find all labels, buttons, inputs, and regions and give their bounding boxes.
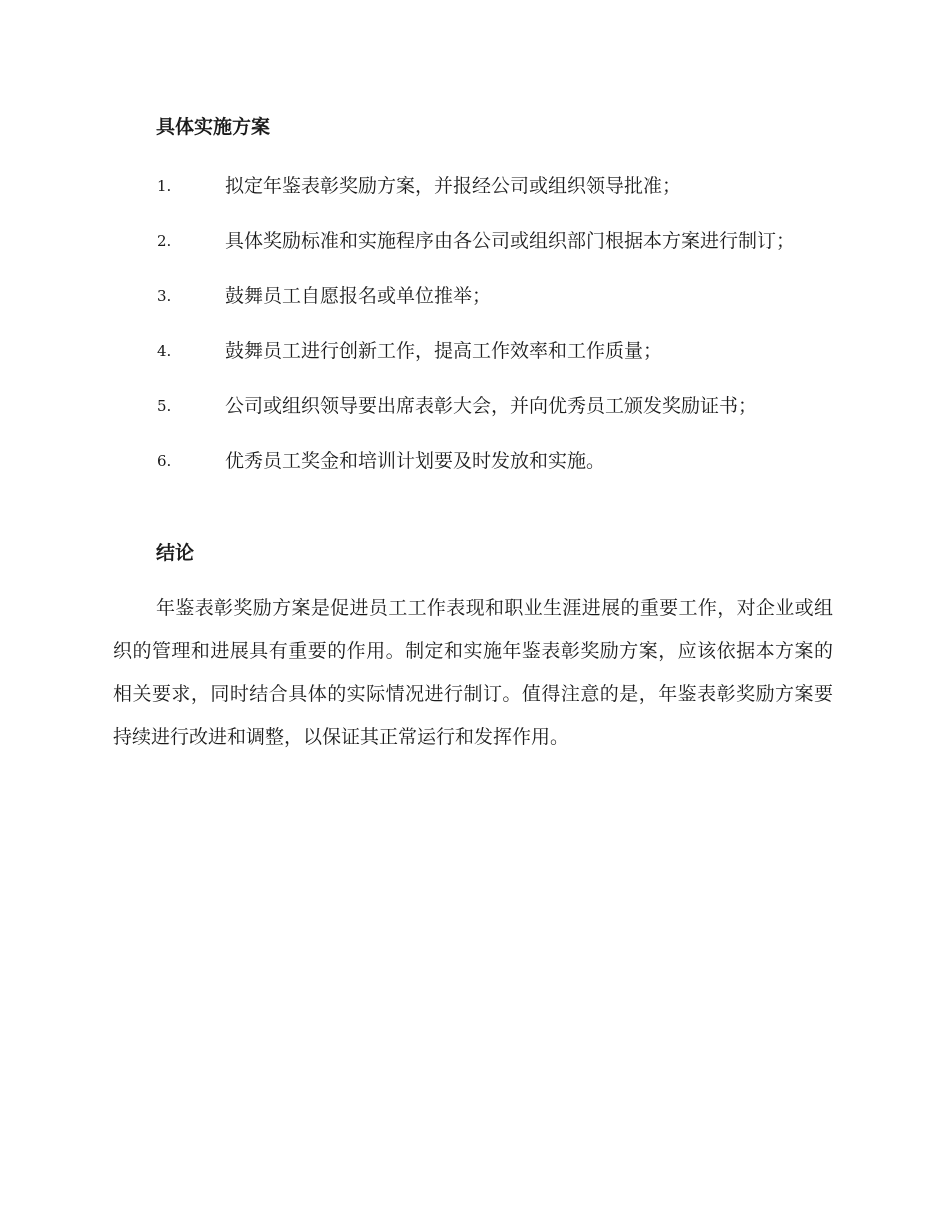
list-item xyxy=(113,220,833,262)
list-item-text: 鼓舞员工进行创新工作，提高工作效率和工作质量； xyxy=(225,340,663,362)
list-item-number: 1. xyxy=(157,177,172,195)
list-item xyxy=(113,440,833,482)
conclusion-paragraph: 年鉴表彰奖励方案是促进员工工作表现和职业生涯进展的重要工作，对企业或组织的管理和进展具有重要的作用。制定和实施年鉴表彰奖励方案，应该依据本方案的相关要求，同时结合具体的实际情况进行制订。值得注意的是，年鉴表彰奖励方案要持续进行改进和调整，以保证其正常运行和发挥作用。 xyxy=(113,597,833,748)
list-item-number: 2. xyxy=(157,232,172,250)
list-item xyxy=(113,165,833,207)
list-item-text: 公司或组织领导要出席表彰大会，并向优秀员工颁发奖励证书； xyxy=(225,395,758,417)
list-item xyxy=(113,330,833,372)
list-item-text: 鼓舞员工自愿报名或单位推举； xyxy=(225,285,492,307)
section-heading-conclusion: 结论 xyxy=(156,542,195,564)
list-item-text: 拟定年鉴表彰奖励方案，并报经公司或组织领导批准； xyxy=(225,175,682,197)
list-item-number: 4. xyxy=(157,342,172,360)
implementation-list xyxy=(113,165,833,495)
list-item-number: 5. xyxy=(157,397,172,415)
list-item xyxy=(113,385,833,427)
list-item-number: 6. xyxy=(157,452,172,470)
list-item-number: 3. xyxy=(157,287,172,305)
list-item-text: 具体奖励标准和实施程序由各公司或组织部门根据本方案进行制订； xyxy=(225,230,796,252)
list-item xyxy=(113,275,833,317)
section-heading-implementation: 具体实施方案 xyxy=(156,116,271,138)
list-item-text: 优秀员工奖金和培训计划要及时发放和实施。 xyxy=(225,450,606,472)
